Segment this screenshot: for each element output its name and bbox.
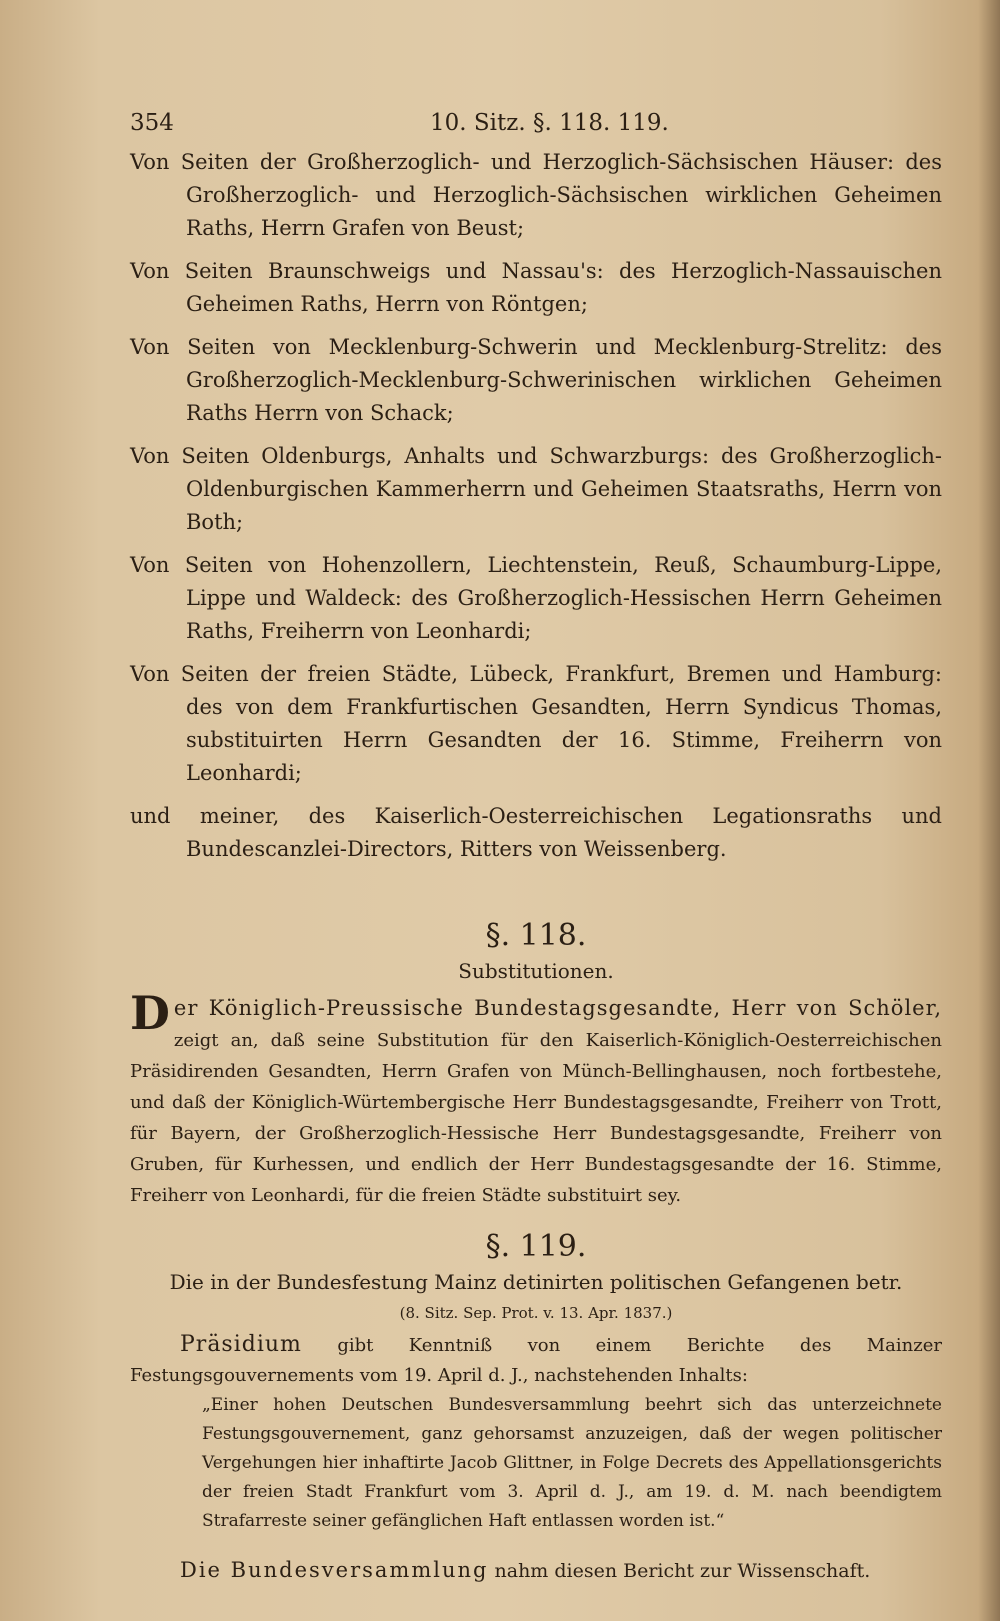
attendance-entry: Von Seiten der Großherzoglich- und Herzoglich-Sächsischen Häuser: des Großherzoglich- und Herzoglich-Sächsischen wirklichen Geheimen Raths, Herrn Grafen von Beust; (130, 150, 942, 240)
attendance-entry: Von Seiten Braunschweigs und Nassau's: des Herzoglich-Nassauischen Geheimen Raths, Herrn von Röntgen; (130, 259, 942, 316)
section-119-heading: §. 119. (485, 1229, 587, 1264)
closing-body: nahm diesen Bericht zur Wissenschaft. (494, 1560, 871, 1582)
section-119 (130, 1229, 942, 1586)
drop-cap: D (130, 986, 170, 1040)
closing-lead: Die Bundesversammlung (180, 1558, 489, 1582)
attendance-list (130, 146, 942, 866)
section-118-paragraph (130, 986, 942, 1211)
section-118-heading: §. 118. (485, 918, 587, 953)
attendance-entry: Von Seiten der freien Städte, Lübeck, Frankfurt, Bremen und Hamburg: des von dem Frankfurtischen Gesandten, Herrn Syndicus Thomas, substituirten Herrn Gesandten der 16. Stimme, Freiherrn von Leonhardi; (130, 662, 942, 785)
protocol-citation: (8. Sitz. Sep. Prot. v. 13. Apr. 1837.) (399, 1304, 673, 1322)
attendance-entry: Von Seiten von Hohenzollern, Liechtenstein, Reuß, Schaumburg-Lippe, Lippe und Waldeck: des Großherzoglich-Hessischen Herrn Geheimen Raths, Freiherrn von Leonhardi; (130, 553, 942, 643)
section-119-subheading: Die in der Bundesfestung Mainz detinirten politischen Gefangenen betr. (169, 1270, 903, 1294)
running-title: 10. Sitz. §. 118. 119. (430, 110, 669, 136)
section-118-subheading: Substitutionen. (458, 959, 614, 983)
page-number: 354 (130, 110, 174, 136)
section-118 (130, 918, 942, 1211)
report-quote: „Einer hohen Deutschen Bundesversammlung beehrt sich das unterzeichnete Festungsgouvernement, ganz gehorsamst anzuzeigen, daß der wegen politischer Vergehungen hier inhaftirte Jacob Glittner, in Folge Decrets des Appellationsgerichts der freien Stadt Frankfurt vom 3. April d. J., am 19. d. M. nach beendigtem Strafarreste seiner gefänglichen Haft entlassen worden ist.“ (202, 1395, 942, 1531)
closing-paragraph (130, 1555, 942, 1586)
section-118-body: zeigt an, daß seine Substitution für den Kaiserlich-Königlich-Oesterreichischen Präsidirenden Gesandten, Herrn Grafen von Münch-Bellinghausen, noch fortbestehe, und daß der Königlich-Würtembergische Herr Bundestagsgesandte, Freiherr von Trott, für Bayern, der Großherzoglich-Hessische Herr Bundestagsgesandte, Freiherr von Gruben, für Kurhessen, und endlich der Herr Bundestagsgesandte der 16. Stimme, Freiherr von Leonhardi, für die freien Städte substituirt sey. (130, 1030, 942, 1206)
presidium-paragraph (130, 1330, 942, 1391)
presidium-body: gibt Kenntniß von einem Berichte des Mainzer Festungsgouvernements vom 19. April d. J., nachstehenden Inhalts: (130, 1335, 942, 1386)
presidium-lead: Präsidium (180, 1332, 302, 1357)
section-118-lead: er Königlich-Preussische Bundestagsgesandte, Herr von Schöler, (173, 996, 942, 1020)
page-edge-shadow (978, 0, 1000, 1621)
attendance-entry: Von Seiten von Mecklenburg-Schwerin und Mecklenburg-Strelitz: des Großherzoglich-Mecklenburg-Schwerinischen wirklichen Geheimen Raths Herrn von Schack; (130, 335, 942, 425)
page-header (130, 110, 942, 136)
attendance-entry: und meiner, des Kaiserlich-Oesterreichischen Legationsraths und Bundescanzlei-Directors, Ritters von Weissenberg. (130, 804, 942, 861)
attendance-entry: Von Seiten Oldenburgs, Anhalts und Schwarzburgs: des Großherzoglich-Oldenburgischen Kammerherrn und Geheimen Staatsraths, Herrn von Both; (130, 444, 942, 534)
